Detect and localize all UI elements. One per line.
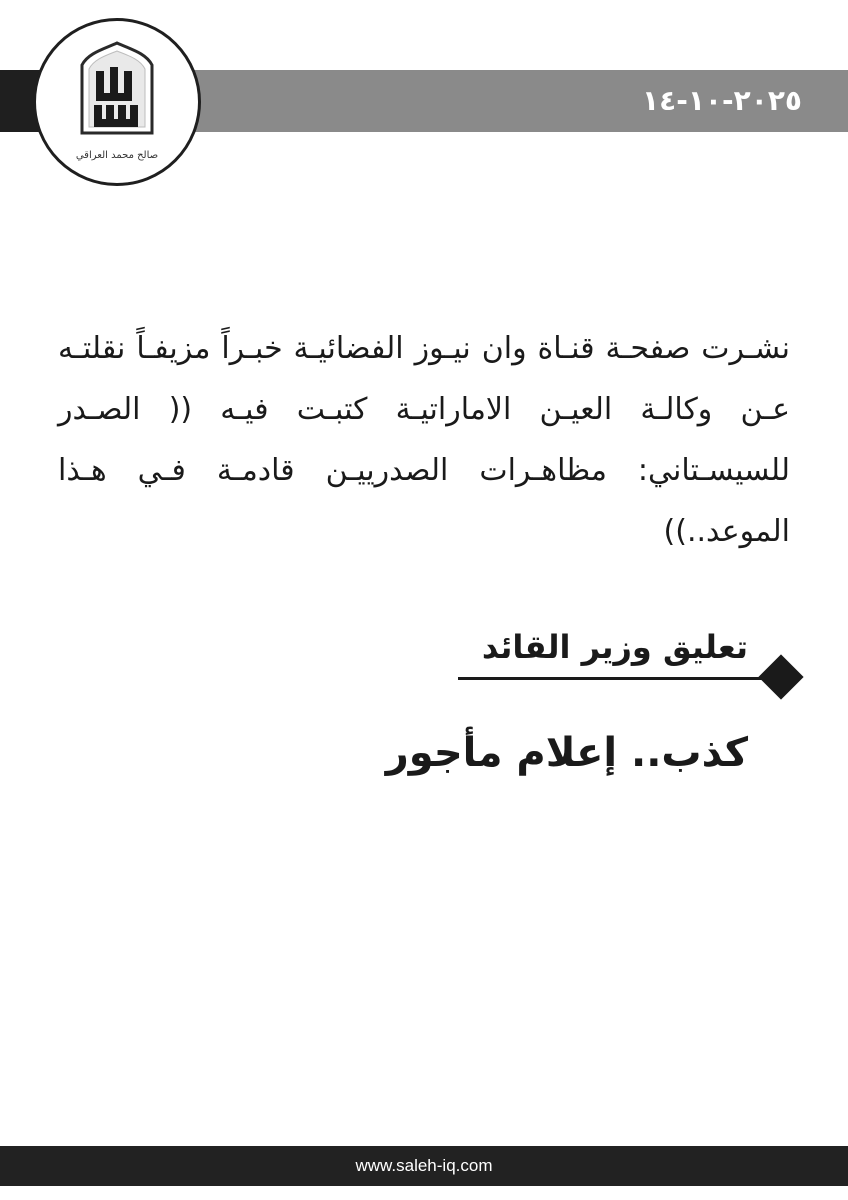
diamond-bullet-icon [758,654,803,699]
footer-url[interactable]: www.saleh-iq.com [355,1156,493,1175]
article-body: نشـرت صفحـة قنـاة وان نيـوز الفضائيـة خبـراً مزيفـاً نقلتـه عـن وكالـة العيـن الاماراتيـة كتبـت فيـه (( الصـدر للسيسـتاني: مظاهـرات الصدرييـن قادمـة فـي هـذا الموعد..)) [58,331,790,549]
logo-caption: صالح محمد العراقي [75,150,159,161]
comment-text: كذب.. إعلام مأجور [385,730,748,776]
heading-underline [458,677,776,680]
header-date: ٢٠٢٥-١٠-١٤ [642,84,802,117]
comment-heading: تعليق وزير القائد [481,628,748,666]
logo-emblem-icon [74,41,160,153]
